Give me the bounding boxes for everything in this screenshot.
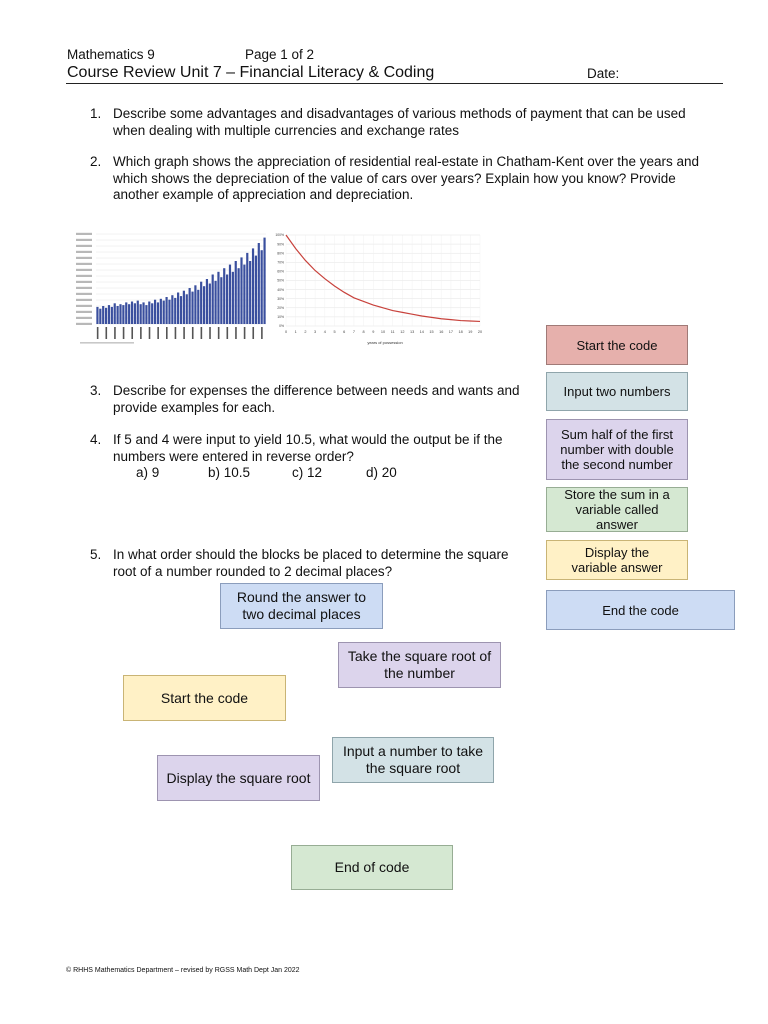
y-tick-label	[76, 239, 92, 241]
block-take-square-root[interactable]: Take the square root of the number	[338, 642, 501, 688]
question-line: Describe some advantages and disadvantages of various methods of payment that can be used	[113, 106, 686, 121]
y-tick-label	[76, 245, 92, 247]
question-line: Which graph shows the appreciation of residential real-estate in Chatham-Kent over the years and	[113, 154, 700, 169]
bar	[140, 304, 142, 324]
question-line: In what order should the blocks be placed to determine the square	[113, 547, 509, 562]
bar	[151, 303, 153, 324]
footer-copyright: © RHHS Mathematics Department – revised by RGSS Math Dept Jan 2022	[66, 967, 300, 974]
question-line: which shows the depreciation of the value of cars over years? Explain how you know? Provide	[113, 170, 676, 186]
x-tick-label: 19	[468, 330, 473, 334]
x-tick-label	[235, 327, 237, 339]
bar	[220, 277, 222, 324]
bar	[131, 302, 133, 325]
y-tick-label	[76, 293, 92, 295]
block-end-the-code[interactable]: End the code	[546, 590, 735, 630]
x-tick-label	[123, 327, 125, 339]
x-tick-label: 8	[362, 330, 365, 334]
y-tick-label: 60%	[277, 269, 284, 274]
block-round-two-decimals[interactable]: Round the answer to two decimal places	[220, 583, 383, 629]
x-tick-label	[105, 327, 107, 339]
y-tick-label: 80%	[277, 251, 284, 256]
x-tick-label: 7	[352, 330, 355, 334]
y-tick-label: 20%	[277, 306, 284, 310]
bar	[160, 299, 162, 324]
x-tick-label: 14	[419, 330, 424, 334]
x-tick-label: 18	[458, 330, 463, 334]
bar	[171, 295, 173, 324]
bar	[263, 238, 265, 324]
x-tick-label: 4	[323, 330, 326, 334]
question-line: Describe for expenses the difference between needs and wants and	[113, 383, 520, 398]
y-tick-label: 100%	[275, 233, 284, 238]
real-estate-bar-chart	[74, 228, 270, 348]
y-tick-label: 10%	[277, 315, 284, 320]
block-end-of-code[interactable]: End of code	[291, 845, 453, 890]
bar	[200, 282, 202, 324]
y-tick-label	[76, 281, 92, 283]
y-tick-label	[76, 305, 92, 307]
bar	[174, 298, 176, 324]
x-tick-label	[218, 327, 220, 339]
source-note	[80, 342, 134, 344]
x-tick-label	[183, 327, 185, 339]
x-tick-label	[140, 327, 142, 339]
x-axis-label: years of possession	[367, 340, 403, 345]
block-input-a-number[interactable]: Input a number to take the square root	[332, 737, 494, 783]
y-tick-label: 70%	[277, 260, 284, 265]
bar	[122, 305, 124, 324]
bar	[134, 303, 136, 324]
x-tick-label	[192, 327, 194, 339]
bar	[142, 302, 144, 324]
x-tick-label	[201, 327, 203, 339]
question-line: another example of appreciation and depreciation.	[113, 187, 414, 202]
x-tick-label: 6	[343, 330, 346, 334]
bar	[166, 297, 168, 324]
bar	[114, 303, 116, 324]
bar	[229, 265, 231, 324]
bar	[240, 257, 242, 324]
bar	[163, 301, 165, 324]
x-tick-label: 1	[294, 330, 297, 334]
y-tick-label	[76, 275, 92, 277]
y-tick-label	[76, 269, 92, 271]
bar	[206, 279, 208, 324]
bar	[117, 306, 119, 324]
bar	[189, 288, 191, 324]
bar	[214, 281, 216, 324]
bar	[255, 256, 257, 324]
option-a: a) 9	[136, 465, 160, 480]
question-number: 4.	[90, 432, 102, 447]
x-tick-label	[157, 327, 159, 339]
y-tick-label	[76, 317, 92, 319]
course-name: Mathematics 9	[67, 47, 155, 62]
option-b: b) 10.5	[208, 465, 251, 480]
bar	[148, 302, 150, 325]
bar	[209, 284, 211, 325]
block-start-the-code-q5[interactable]: Start the code	[123, 675, 286, 721]
x-tick-label: 3	[314, 330, 317, 334]
bar	[197, 290, 199, 324]
y-tick-label	[76, 311, 92, 313]
bar	[252, 248, 254, 324]
x-tick-label	[209, 327, 211, 339]
option-c: c) 12	[292, 465, 323, 480]
bar	[226, 275, 228, 325]
question-number: 5.	[90, 547, 102, 562]
y-tick-label	[76, 299, 92, 301]
page-title: Course Review Unit 7 – Financial Literacy & Coding	[67, 64, 435, 81]
block-store-sum[interactable]: Store the sum in a variable called answer	[546, 487, 688, 532]
x-tick-label: 12	[400, 330, 405, 334]
y-tick-label	[76, 287, 92, 289]
block-start-the-code[interactable]: Start the code	[546, 325, 688, 365]
bar	[203, 286, 205, 324]
question-line: numbers were entered in reverse order?	[113, 448, 354, 464]
x-tick-label	[97, 327, 99, 339]
y-tick-label	[76, 263, 92, 265]
question-line: If 5 and 4 were input to yield 10.5, what would the output be if the	[113, 432, 503, 447]
block-sum-half-double[interactable]: Sum half of the first number with double the second number	[546, 419, 688, 480]
bar	[102, 306, 104, 324]
block-display-square-root[interactable]: Display the square root	[157, 755, 320, 801]
x-tick-label: 17	[448, 330, 454, 334]
header-rule	[66, 83, 723, 84]
y-tick-label: 50%	[277, 278, 284, 283]
x-tick-label	[261, 327, 263, 339]
bar	[119, 304, 121, 324]
x-tick-label	[227, 327, 229, 339]
date-label: Date:	[587, 66, 620, 81]
bar	[96, 307, 98, 324]
x-tick-label	[244, 327, 246, 339]
car-depreciation-line-chart	[270, 230, 482, 348]
y-tick-label	[76, 233, 92, 235]
bar	[154, 300, 156, 324]
y-tick-label: 30%	[277, 296, 284, 301]
question-number: 3.	[90, 383, 102, 398]
bar	[105, 308, 107, 324]
option-d: d) 20	[366, 465, 397, 480]
x-tick-label	[175, 327, 177, 339]
bar	[258, 243, 260, 324]
bar	[261, 250, 263, 324]
page-number: Page 1 of 2	[245, 47, 315, 62]
bar	[186, 294, 188, 324]
x-tick-label: 20	[477, 330, 482, 334]
x-tick-label: 15	[429, 330, 434, 334]
x-tick-label: 11	[390, 330, 395, 334]
bar	[217, 272, 219, 324]
bar	[128, 304, 130, 324]
x-tick-label: 16	[439, 330, 444, 334]
bar	[157, 302, 159, 324]
y-tick-label	[76, 257, 92, 259]
question-number: 1.	[90, 106, 102, 121]
question-line: when dealing with multiple currencies and exchange rates	[113, 122, 459, 138]
x-tick-label: 5	[333, 330, 336, 334]
bar	[243, 265, 245, 324]
bar	[99, 309, 101, 324]
x-tick-label	[149, 327, 151, 339]
bar	[183, 291, 185, 324]
bar	[168, 300, 170, 324]
question-number: 2.	[90, 154, 102, 169]
bar	[191, 292, 193, 324]
bar	[125, 302, 127, 324]
x-tick-label: 0	[284, 330, 288, 334]
bar	[232, 272, 234, 324]
bar	[145, 305, 147, 324]
bar	[212, 275, 214, 325]
x-tick-label: 9	[372, 330, 375, 334]
bar	[238, 268, 240, 324]
y-tick-label: 40%	[277, 287, 284, 292]
bar	[246, 253, 248, 324]
block-display-variable-answer[interactable]: Display the variable answer	[546, 540, 688, 580]
y-tick-label: 90%	[277, 242, 284, 247]
y-tick-label	[76, 251, 92, 253]
x-tick-label: 10	[380, 330, 386, 334]
bar	[249, 261, 251, 324]
x-tick-label	[252, 327, 254, 339]
x-tick-label	[131, 327, 133, 339]
question-line: provide examples for each.	[113, 399, 276, 415]
bar	[111, 307, 113, 324]
y-tick-label: 0%	[279, 324, 284, 329]
bar	[223, 268, 225, 324]
bar	[180, 296, 182, 324]
y-tick-label	[76, 323, 92, 325]
x-tick-label: 2	[304, 330, 307, 334]
block-input-two-numbers[interactable]: Input two numbers	[546, 372, 688, 411]
x-tick-label	[114, 327, 116, 339]
bar	[137, 301, 139, 324]
bar	[235, 261, 237, 324]
question-line: root of a number rounded to 2 decimal places?	[113, 563, 393, 579]
x-tick-label	[166, 327, 168, 339]
bar	[194, 285, 196, 324]
bar	[177, 293, 179, 325]
bar	[108, 305, 110, 324]
x-tick-label: 13	[409, 330, 415, 334]
